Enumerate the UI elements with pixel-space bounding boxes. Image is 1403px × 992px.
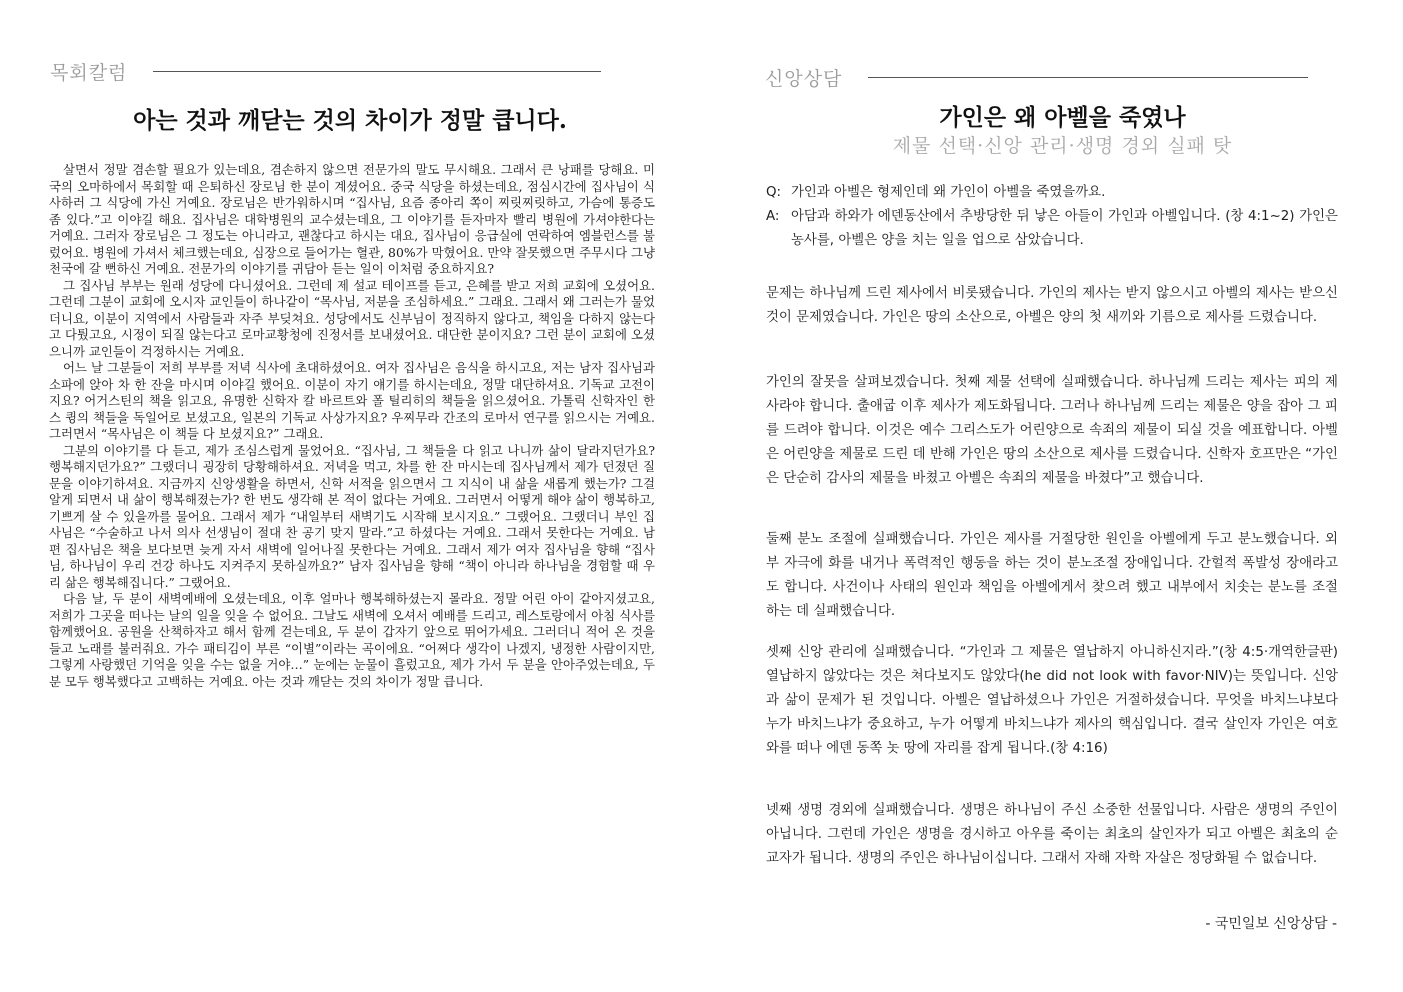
left-page <box>0 0 700 992</box>
right-section-header <box>765 64 1308 91</box>
right-paragraph-2: 가인의 잘못을 살펴보겠습니다. 첫째 제물 선택에 실패했습니다. 하나님께 드리는 제사는 피의 제사라야 합니다. 출애굽 이후 제사가 제도화됩니다. 그러나 하나님께 드리는 제물은 양을 잡아 그 피를 드려야 합니다. 이것은 예수 그리스도가 어린양으로 속죄의 제물이 되실 것을 예표합니다. 아벨은 어린양을 제물로 드린 데 반해 가인은 땅의 소산으로 제사를 드렸습니다. 신학자 호프만은 “가인은 단순히 감사의 제물을 바쳤고 아벨은 속죄의 제물을 바쳤다”고 했습니다. <box>766 375 1338 486</box>
right-article-title: 가인은 왜 아벨을 죽였나 <box>939 104 1186 131</box>
left-paragraph-2: 그 집사님 부부는 원래 성당에 다니셨어요. 그런데 제 설교 테이프를 듣고, 은혜를 받고 저희 교회에 오셨어요. 그런데 그분이 교회에 오시자 교인들이 하나같이 “목사님, 저분을 조심하세요.” 그래요. 그래서 왜 그러는가 물었더니요, 이분이 지역에서 사람들과 자주 부딪쳐요. 성당에서도 신부님이 정직하지 않다고, 책임을 다하지 않는다고 다퉜고요, 시정이 되질 않는다고 로마교황청에 진정서를 보내셨어요. 대단한 분이지요? 그런 분이 교회에 오셨으니까 교인들이 걱정하시는 거예요. <box>49 277 655 359</box>
right-paragraph-5: 넷째 생명 경외에 실패했습니다. 생명은 하나님이 주신 소중한 선물입니다. 사람은 생명의 주인이 아닙니다. 그런데 가인은 생명을 경시하고 아우를 죽이는 최초의 살인자가 되고 아벨은 최초의 순교자가 됩니다. 생명의 주인은 하나님이십니다. 그래서 자해 자학 자살은 정당화될 수 없습니다. <box>766 803 1338 866</box>
answer-text: 아담과 하와가 에덴동산에서 추방당한 뒤 낳은 아들이 가인과 아벨입니다. (창 4:1~2) 가인은 농사를, 아벨은 양을 치는 일을 업으로 삼았습니다. <box>791 209 1338 248</box>
right-section-rule <box>868 77 1308 78</box>
left-section-header <box>50 58 601 85</box>
right-paragraph-1: 문제는 하나님께 드린 제사에서 비롯됐습니다. 가인의 제사는 받지 않으시고 아벨의 제사는 받으신 것이 문제였습니다. 가인은 땅의 소산으로, 아벨은 양의 첫 새끼와 기름으로 제사를 드렸습니다. <box>766 286 1338 325</box>
left-paragraph-5: 다음 날, 두 분이 새벽예배에 오셨는데요, 이후 얼마나 행복해하셨는지 몰라요. 정말 어린 아이 같아지셨고요, 저희가 그곳을 떠나는 날의 일을 잊을 수 없어요. 그날도 새벽에 오셔서 예배를 드리고, 레스토랑에서 아침 식사를 함께했어요. 공원을 산책하자고 해서 함께 걷는데요, 두 분이 갑자기 앞으로 뛰어가세요. 그러더니 적어 온 것을 들고 노래를 불러줘요. 가수 패티김이 부른 “이별”이라는 곡이에요. “어쩌다 생각이 나겠지, 냉정한 사람이지만, 그렇게 사랑했던 기억을 잊을 수는 없을 거야…” 눈에는 눈물이 흘렀고요, 제가 가서 두 분을 안아주었는데요, 두 분 모두 행복했다고 고백하는 거예요. 아는 것과 깨닫는 것의 차이가 정말 큽니다. <box>49 591 655 689</box>
left-paragraph-3: 어느 날 그분들이 저희 부부를 저녁 식사에 초대하셨어요. 여자 집사님은 음식을 하시고요, 저는 남자 집사님과 소파에 앉아 차 한 잔을 마시며 이야길 했어요. 이분이 자기 얘기를 하시는데요, 정말 대단하셔요. 기독교 고전이지요? 어거스틴의 책을 읽고요, 유명한 신학자 칼 바르트와 폴 틸리히의 책들을 읽으셨어요. 가톨릭 신학자인 한스 큉의 책들을 독일어로 보셨고요, 일본의 기독교 사상가지요? 우찌무라 간조의 로마서 연구를 읽으시는 거예요. 그러면서 “목사님은 이 책들 다 보셨지요?” 그래요. <box>49 360 655 441</box>
left-section-label: 목회칼럼 <box>50 62 128 84</box>
right-section-label: 신앙상담 <box>765 68 843 90</box>
right-article-subtitle: 제물 선택·신앙 관리·생명 경외 실패 탓 <box>892 135 1233 157</box>
right-page <box>700 0 1403 992</box>
right-paragraph-4: 셋째 신앙 관리에 실패했습니다. “가인과 그 제물은 열납하지 아니하신지라.”(창 4:5·개역한글판) 열납하지 않았다는 것은 쳐다보지도 않았다(he did not look with favor·NIV)는 뜻입니다. 신앙과 삶이 문제가 된 것입니다. 아벨은 열납하셨으나 가인은 거절하셨습니다. 무엇을 바치느냐보다 누가 바치느냐가 중요하고, 누가 어떻게 바치느냐가 제사의 핵심입니다. 결국 살인자 가인은 여호와를 떠나 에덴 동쪽 놋 땅에 자리를 잡게 됩니다.(창 4:16) <box>766 645 1338 756</box>
left-paragraph-4: 그분의 이야기를 다 듣고, 제가 조심스럽게 물었어요. “집사님, 그 책들을 다 읽고 나니까 삶이 달라지던가요? 행복해지던가요?” 그랬더니 굉장히 당황해하셔요. 저녁을 먹고, 차를 한 잔 마시는데 집사님께서 제가 던졌던 질문을 이야기하셔요. 지금까지 신앙생활을 하면서, 신학 서적을 읽으면서 그 지식이 내 삶을 새롭게 했는가? 그걸 알게 되면서 내 삶이 행복해졌는가? 한 번도 생각해 본 적이 없다는 거예요. 그러면서 어떻게 해야 삶이 행복하고, 기쁘게 살 수 있을까를 물어요. 그래서 제가 “내일부터 새벽기도 시작해 보시지요.” 그랬어요. 그랬더니 부인 집사님은 “수술하고 나서 의사 선생님이 절대 찬 공기 맞지 말라.”고 하셨다는 거예요. 그래서 못한다는 거예요. 남편 집사님은 책을 보다보면 늦게 자서 새벽에 일어나질 못한다는 거예요. 그래서 제가 여자 집사님을 향해 “집사님, 하나님이 우리 건강 하나도 지켜주지 못하실까요?” 남자 집사님을 향해 “책이 아니라 하나님을 경험할 때 우리 삶은 행복해집니다.” 그랬어요. <box>49 442 655 590</box>
left-paragraph-1: 살면서 정말 겸손할 필요가 있는데요, 겸손하지 않으면 전문가의 말도 무시해요. 그래서 큰 낭패를 당해요. 미국의 오마하에서 목회할 때 은퇴하신 장로님 한 분이 계셨어요. 중국 식당을 하셨는데요, 점심시간에 집사님이 식사하러 그 식당에 가신 거예요. 장로님은 반가워하시며 “집사님, 요즘 종아리 쪽이 찌릿찌릿하고, 가슴에 통증도 좀 있다.”고 이야길 해요. 집사님은 대학병원의 교수셨는데요, 그 이야기를 듣자마자 빨리 병원에 가셔야한다는 거예요. 그러자 장로님은 그 정도는 아니라고, 괜찮다고 하시는 대요, 집사님이 응급실에 연락하여 엠블런스를 불렀어요. 병원에 가셔서 체크했는데요, 심장으로 들어가는 혈관, 80%가 막혔어요. 만약 잘못했으면 주무시다 그냥 천국에 갈 뻔하신 거예요. 전문가의 이야기를 귀담아 듣는 일이 이처럼 중요하지요? <box>49 162 655 276</box>
left-article-body <box>49 162 655 690</box>
question-label: Q: <box>766 185 782 200</box>
question-row <box>766 181 1338 205</box>
left-section-rule <box>153 71 601 72</box>
answer-label: A: <box>766 209 780 224</box>
answer-row <box>766 205 1338 253</box>
question-text: 가인과 아벨은 형제인데 왜 가인이 아벨을 죽였을까요. <box>791 185 1106 200</box>
signature: - 국민일보 신앙상담 - <box>1205 916 1337 932</box>
left-article-title: 아는 것과 깨닫는 것의 차이가 정말 큽니다. <box>133 107 567 134</box>
qa-block <box>766 181 1338 253</box>
right-paragraph-3: 둘째 분노 조절에 실패했습니다. 가인은 제사를 거절당한 원인을 아벨에게 두고 분노했습니다. 외부 자극에 화를 내거나 폭력적인 행동을 하는 것이 분노조절 장애입니다. 간헐적 폭발성 장애라고도 합니다. 사건이나 사태의 원인과 책임을 아벨에게서 찾으려 했고 내부에서 치솟는 분노를 조절하는 데 실패했습니다. <box>766 532 1338 619</box>
